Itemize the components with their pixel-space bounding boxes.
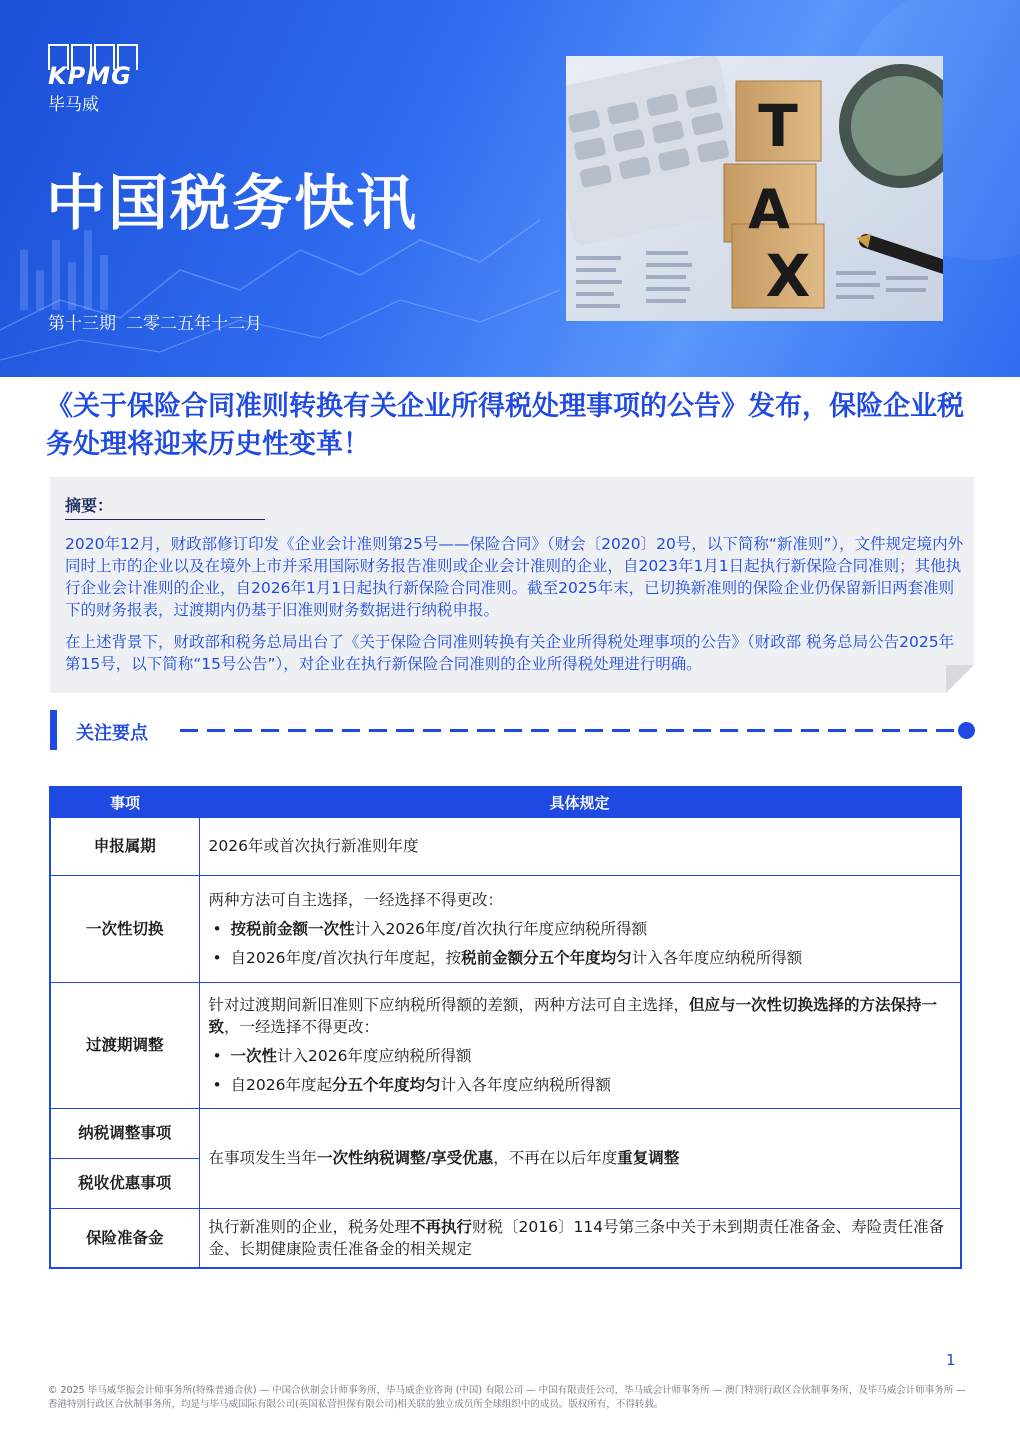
abstract-box [50, 477, 974, 693]
tax-blocks-photo [566, 56, 943, 321]
block-letter-a: A [748, 178, 790, 241]
page-number: 1 [946, 1351, 956, 1369]
row-key-one-time-switch: 一次性切换 [50, 875, 199, 982]
row-value-one-time-switch [199, 875, 961, 982]
key-points-table [49, 786, 962, 1269]
row-value-adjustment-and-incentive: 在事项发生当年一次性纳税调整/享受优惠，不再在以后年度重复调整 [199, 1108, 961, 1208]
block-letter-t: T [758, 92, 798, 160]
page-fold-corner [946, 665, 974, 693]
transition-intro: 针对过渡期间新旧准则下应纳税所得额的差额，两种方法可自主选择，但应与一次性切换选择的方法保持一致，一经选择不得更改： [208, 996, 938, 1036]
abstract-paragraph-2: 在上述背景下，财政部和税务总局出台了《关于保险合同准则转换有关企业所得税处理事项的公告》（财政部 税务总局公告2025年第15号，以下简称“15号公告”），对企业在执行新保险合同准则的企业所得税处理进行明确。 [65, 633, 955, 673]
table-row [50, 817, 961, 875]
row-key-filing-period: 申报属期 [50, 817, 199, 875]
abstract-paragraph-1: 2020年12月，财政部修订印发《企业会计准则第25号——保险合同》（财会〔2020〕20号，以下简称“新准则”），文件规定境内外同时上市的企业以及在境外上市并采用国际财务报告准则或企业会计准则的企业，自2023年1月1日起执行新保险合同准则；其他执行企业会计准则的企业，自2026年1月1日起执行新保险合同准则。截至2025年末，已切换新准则的保险企业仍保留新旧两套准则下的财务报表，过渡期内仍基于旧准则财务数据进行纳税申报。 [65, 535, 964, 619]
header-banner [0, 0, 1020, 377]
logo-chinese-name: 毕马威 [48, 95, 99, 115]
article-headline: 《关于保险合同准则转换有关企业所得税处理事项的公告》发布，保险企业税务处理将迎来历史性变革！ [46, 391, 964, 460]
row-key-tax-adjustment-items: 纳税调整事项 [50, 1108, 199, 1158]
abstract-underline [65, 519, 265, 520]
row-value-filing-period: 2026年或首次执行新准则年度 [199, 817, 961, 875]
section-dashed-line [180, 729, 960, 732]
one-time-switch-intro: 两种方法可自主选择，一经选择不得更改： [208, 890, 504, 909]
row-key-tax-incentive-items: 税收优惠事项 [50, 1158, 199, 1208]
list-item: • 按税前金额一次性计入2026年度/首次执行年度应纳税所得额 [209, 918, 951, 940]
table-row [50, 982, 961, 1108]
publication-title: 中国税务快讯 [46, 169, 418, 239]
copyright-footer: © 2025 毕马威华振会计师事务所(特殊普通合伙) — 中国合伙制会计师事务所，毕马威企业咨询 (中国) 有限公司 — 中国有限责任公司，毕马威会计师事务所 — 澳门特别行政区合伙制事务所，及毕马威会计师事务所 — 香港特别行政区合伙制事务所，均是与毕马威国际有限公司(英国私营担保有限公司)相关联的独立成员所全球组织中的成员。版权所有，不得转载。 [48, 1385, 966, 1410]
column-header-provision: 具体规定 [199, 787, 961, 817]
table-header-row [50, 787, 961, 817]
table-row [50, 1208, 961, 1268]
kpmg-logo [48, 44, 138, 115]
transition-list [209, 1045, 951, 1096]
list-item: • 自2026年度/首次执行年度起，按税前金额分五个年度均匀计入各年度应纳税所得额 [209, 947, 951, 969]
logo-wordmark: KPMG [48, 62, 132, 90]
column-header-item: 事项 [50, 787, 199, 817]
row-key-insurance-reserves: 保险准备金 [50, 1208, 199, 1268]
issue-number: 第十三期 [48, 314, 116, 334]
row-value-transition-adjustment [199, 982, 961, 1108]
section-marker-bar [50, 710, 57, 750]
table-row [50, 1108, 961, 1158]
abstract-label: 摘要： [65, 496, 114, 515]
table-row [50, 875, 961, 982]
section-title: 关注要点 [76, 723, 148, 744]
row-key-transition-adjustment: 过渡期调整 [50, 982, 199, 1108]
row-value-insurance-reserves: 执行新准则的企业，税务处理不再执行财税〔2016〕114号第三条中关于未到期责任准备金、寿险责任准备金、长期健康险责任准备金的相关规定 [199, 1208, 961, 1268]
list-item: • 一次性计入2026年度应纳税所得额 [209, 1045, 951, 1067]
one-time-switch-list [209, 918, 951, 969]
list-item: • 自2026年度起分五个年度均匀计入各年度应纳税所得额 [209, 1074, 951, 1096]
section-end-dot [958, 722, 975, 739]
issue-line [48, 309, 272, 334]
issue-date: 二零二五年十二月 [126, 314, 262, 334]
block-letter-x: X [765, 242, 811, 310]
